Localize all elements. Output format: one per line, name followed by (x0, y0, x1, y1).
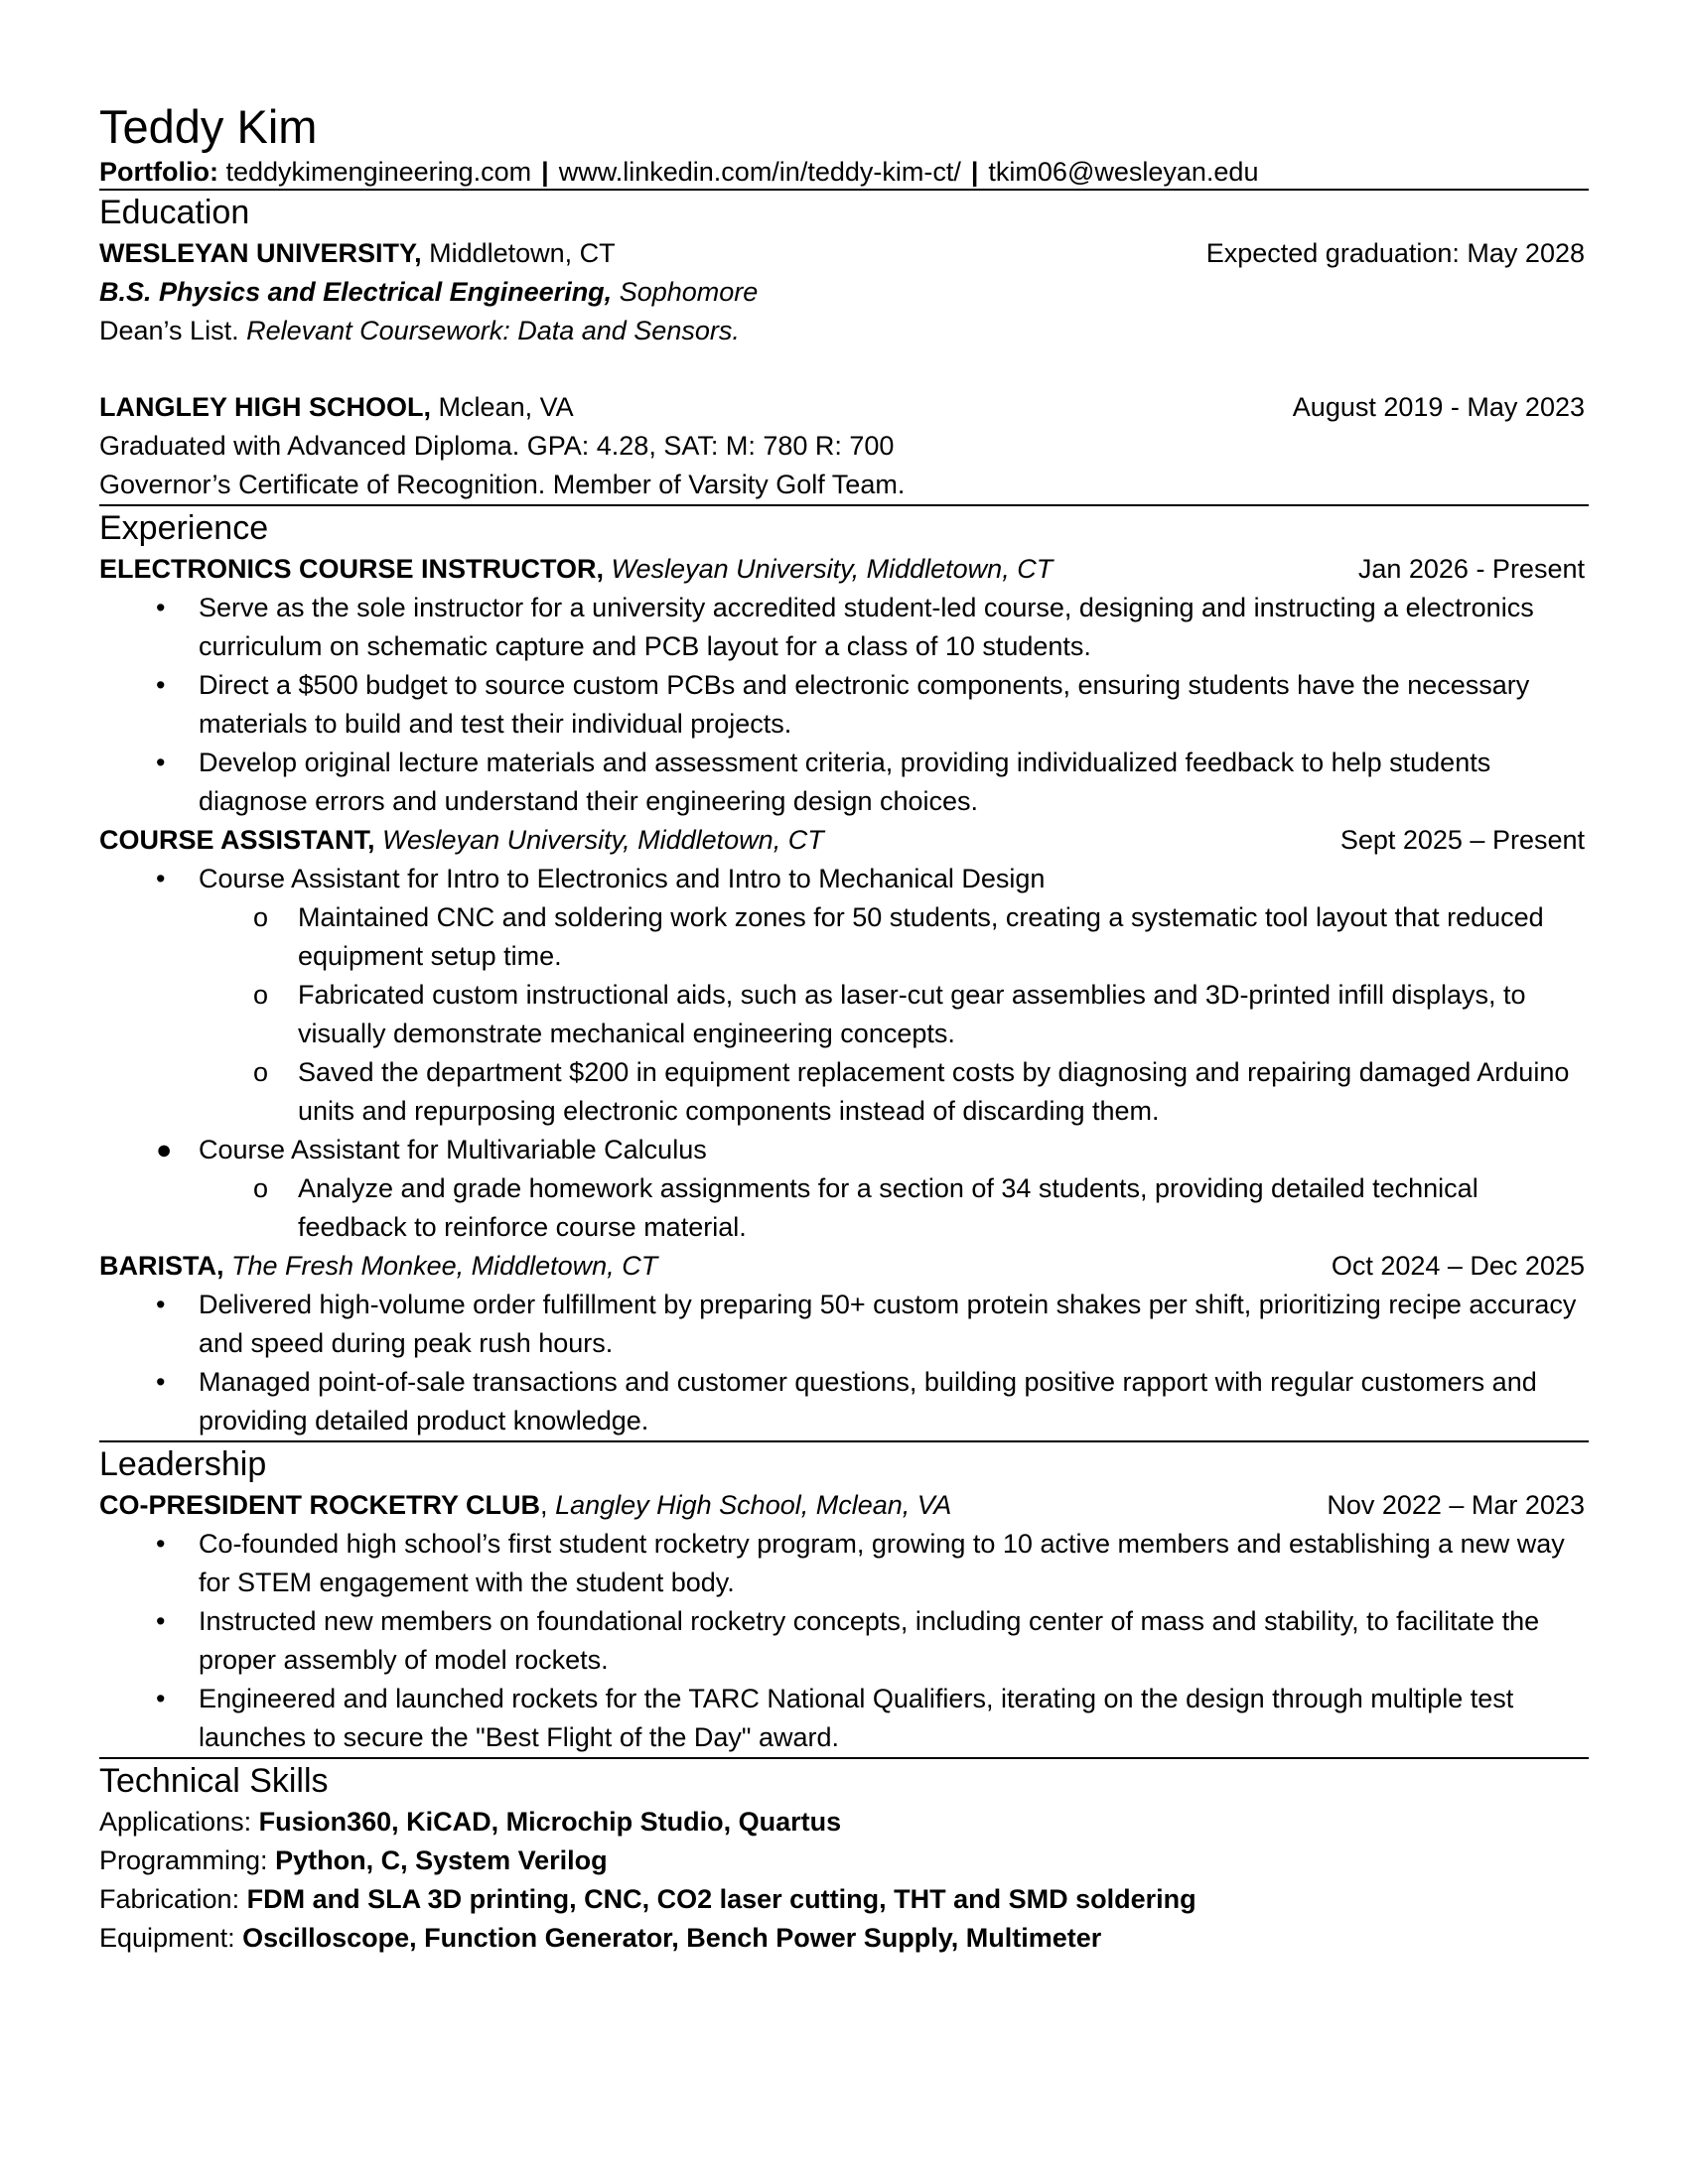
list-item (99, 860, 1589, 898)
experience-heading: Experience (99, 509, 269, 547)
list-item (99, 666, 1589, 744)
class-year: Sophomore (619, 277, 759, 307)
portfolio-label: Portfolio: (99, 157, 218, 187)
job-date: Sept 2025 – Present (1339, 825, 1585, 855)
school-name: LANGLEY HIGH SCHOOL, (99, 392, 432, 422)
assistant-bullets-2 (99, 1131, 1589, 1169)
school-location: Middletown, CT (429, 238, 616, 268)
bullet-text: Develop original lecture materials and assessment criteria, providing individualized feedback to help students diagnose errors and understand their engineering design choices. (199, 748, 1491, 816)
skill-values: Oscilloscope, Function Generator, Bench Power Supply, Multimeter (242, 1923, 1102, 1953)
bullet-icon: • (156, 1290, 166, 1319)
bullet-icon: • (156, 670, 166, 700)
job-date: Nov 2022 – Mar 2023 (1327, 1490, 1585, 1520)
education-heading: Education (99, 194, 250, 231)
bullet-icon: • (156, 1529, 166, 1559)
skill-label: Applications: (99, 1807, 252, 1837)
bullet-icon: • (156, 864, 166, 893)
job-header-barista (99, 1247, 1589, 1286)
list-item (99, 898, 1589, 976)
list-item (99, 1131, 1589, 1169)
job-header-instructor (99, 550, 1589, 589)
bullet-icon: ● (156, 1135, 173, 1164)
bullet-text: Instructed new members on foundational rocketry concepts, including center of mass and stability, to facilitate the proper assembly of model rockets. (199, 1606, 1540, 1675)
education-langley-header (99, 388, 1589, 427)
assistant-sub-bullets-1 (99, 898, 1589, 1131)
email-link[interactable]: tkim06@wesleyan.edu (988, 157, 1259, 187)
list-item (99, 1053, 1589, 1131)
skill-values: FDM and SLA 3D printing, CNC, CO2 laser cutting, THT and SMD soldering (246, 1884, 1196, 1914)
bullet-text: Fabricated custom instructional aids, such as laser-cut gear assemblies and 3D-printed infill displays, to visually demonstrate mechanical engineering concepts. (298, 980, 1526, 1048)
bullet-text: Engineered and launched rockets for the TARC National Qualifiers, iterating on the design through multiple test launches to secure the "Best Flight of the Day" award. (199, 1684, 1514, 1752)
list-item (99, 744, 1589, 821)
resume-page (99, 99, 1589, 1958)
skills-programming (99, 1842, 1589, 1880)
honors: Dean’s List. (99, 316, 239, 345)
portfolio-link[interactable]: teddykimengineering.com (225, 157, 532, 187)
job-role: ELECTRONICS COURSE INSTRUCTOR, (99, 554, 605, 584)
spacer (99, 350, 1589, 388)
job-role: COURSE ASSISTANT, (99, 825, 375, 855)
bullet-text: Course Assistant for Intro to Electronics and Intro to Mechanical Design (199, 864, 1046, 893)
job-org: Wesleyan University, Middletown, CT (382, 825, 824, 855)
contact-line (99, 155, 1589, 189)
role-comma: , (540, 1490, 548, 1520)
assistant-bullets (99, 860, 1589, 898)
job-date: Jan 2026 - Present (1357, 554, 1585, 584)
rocketry-bullets (99, 1525, 1589, 1757)
bullet-icon: • (156, 748, 166, 777)
assistant-sub-bullets-2 (99, 1169, 1589, 1247)
bullet-text: Managed point-of-sale transactions and customer questions, building positive rapport with regular customers and providing detailed product knowledge. (199, 1367, 1537, 1435)
bullet-icon: • (156, 1367, 166, 1397)
skills-fabrication (99, 1880, 1589, 1919)
separator: | (541, 157, 549, 187)
job-org: The Fresh Monkee, Middletown, CT (231, 1251, 658, 1281)
school-name: WESLEYAN UNIVERSITY, (99, 238, 422, 268)
sub-bullet-icon: o (253, 1173, 269, 1203)
school-dates: August 2019 - May 2023 (1292, 392, 1585, 422)
candidate-name: Teddy Kim (99, 100, 318, 153)
separator: | (970, 157, 979, 187)
instructor-bullets (99, 589, 1589, 821)
list-item (99, 1169, 1589, 1247)
education-wesleyan-header (99, 234, 1589, 273)
bullet-text: Analyze and grade homework assignments for a section of 34 students, providing detailed technical feedback to reinforce course material. (298, 1173, 1478, 1242)
degree-line (99, 273, 1589, 312)
job-role: CO-PRESIDENT ROCKETRY CLUB (99, 1490, 541, 1520)
bullet-text: Saved the department $200 in equipment replacement costs by diagnosing and repairing damaged Arduino units and repurposing electronic components instead of discarding them. (298, 1057, 1570, 1126)
langley-detail-1: Graduated with Advanced Diploma. GPA: 4.28, SAT: M: 780 R: 700 (99, 431, 895, 461)
skills-heading: Technical Skills (99, 1762, 329, 1800)
job-org: Wesleyan University, Middletown, CT (611, 554, 1054, 584)
list-item (99, 1525, 1589, 1602)
bullet-text: Course Assistant for Multivariable Calculus (199, 1135, 707, 1164)
skill-values: Python, C, System Verilog (275, 1845, 608, 1875)
leadership-heading: Leadership (99, 1445, 267, 1483)
skills-section (99, 1757, 1589, 1958)
skill-label: Equipment: (99, 1923, 235, 1953)
bullet-text: Delivered high-volume order fulfillment by preparing 50+ custom protein shakes per shift, prioritizing recipe accuracy and speed during peak rush hours. (199, 1290, 1577, 1358)
job-header-rocketry (99, 1486, 1589, 1525)
job-header-assistant (99, 821, 1589, 860)
sub-bullet-icon: o (253, 902, 269, 932)
sub-bullet-icon: o (253, 1057, 269, 1087)
job-role: BARISTA, (99, 1251, 224, 1281)
education-section (99, 189, 1589, 504)
skill-label: Programming: (99, 1845, 268, 1875)
experience-section (99, 504, 1589, 1440)
bullet-icon: • (156, 1684, 166, 1713)
skills-equipment (99, 1919, 1589, 1958)
job-org: Langley High School, Mclean, VA (555, 1490, 952, 1520)
list-item (99, 1363, 1589, 1440)
graduation-date: Expected graduation: May 2028 (1205, 238, 1585, 268)
barista-bullets (99, 1286, 1589, 1440)
skill-label: Fabrication: (99, 1884, 240, 1914)
skill-values: Fusion360, KiCAD, Microchip Studio, Quartus (258, 1807, 842, 1837)
bullet-text: Direct a $500 budget to source custom PCBs and electronic components, ensuring students have the necessary materials to build and test their individual projects. (199, 670, 1530, 739)
job-date: Oct 2024 – Dec 2025 (1331, 1251, 1585, 1281)
list-item (99, 976, 1589, 1053)
bullet-text: Co-founded high school’s first student rocketry program, growing to 10 active members and establishing a new way for STEM engagement with the student body. (199, 1529, 1565, 1597)
list-item (99, 589, 1589, 666)
degree-name: B.S. Physics and Electrical Engineering, (99, 277, 613, 307)
coursework: Relevant Coursework: Data and Sensors. (246, 316, 740, 345)
bullet-icon: • (156, 593, 166, 622)
school-location: Mclean, VA (438, 392, 574, 422)
list-item (99, 1286, 1589, 1363)
bullet-text: Serve as the sole instructor for a university accredited student-led course, designing and instructing a electronics curriculum on schematic capture and PCB layout for a class of 10 students. (199, 593, 1534, 661)
leadership-section (99, 1440, 1589, 1757)
bullet-icon: • (156, 1606, 166, 1636)
list-item (99, 1680, 1589, 1757)
sub-bullet-icon: o (253, 980, 269, 1010)
list-item (99, 1602, 1589, 1680)
linkedin-link[interactable]: www.linkedin.com/in/teddy-kim-ct/ (558, 157, 961, 187)
skills-applications (99, 1803, 1589, 1842)
honors-line (99, 312, 1589, 350)
langley-detail-2: Governor’s Certificate of Recognition. Member of Varsity Golf Team. (99, 470, 906, 499)
bullet-text: Maintained CNC and soldering work zones for 50 students, creating a systematic tool layout that reduced equipment setup time. (298, 902, 1544, 971)
